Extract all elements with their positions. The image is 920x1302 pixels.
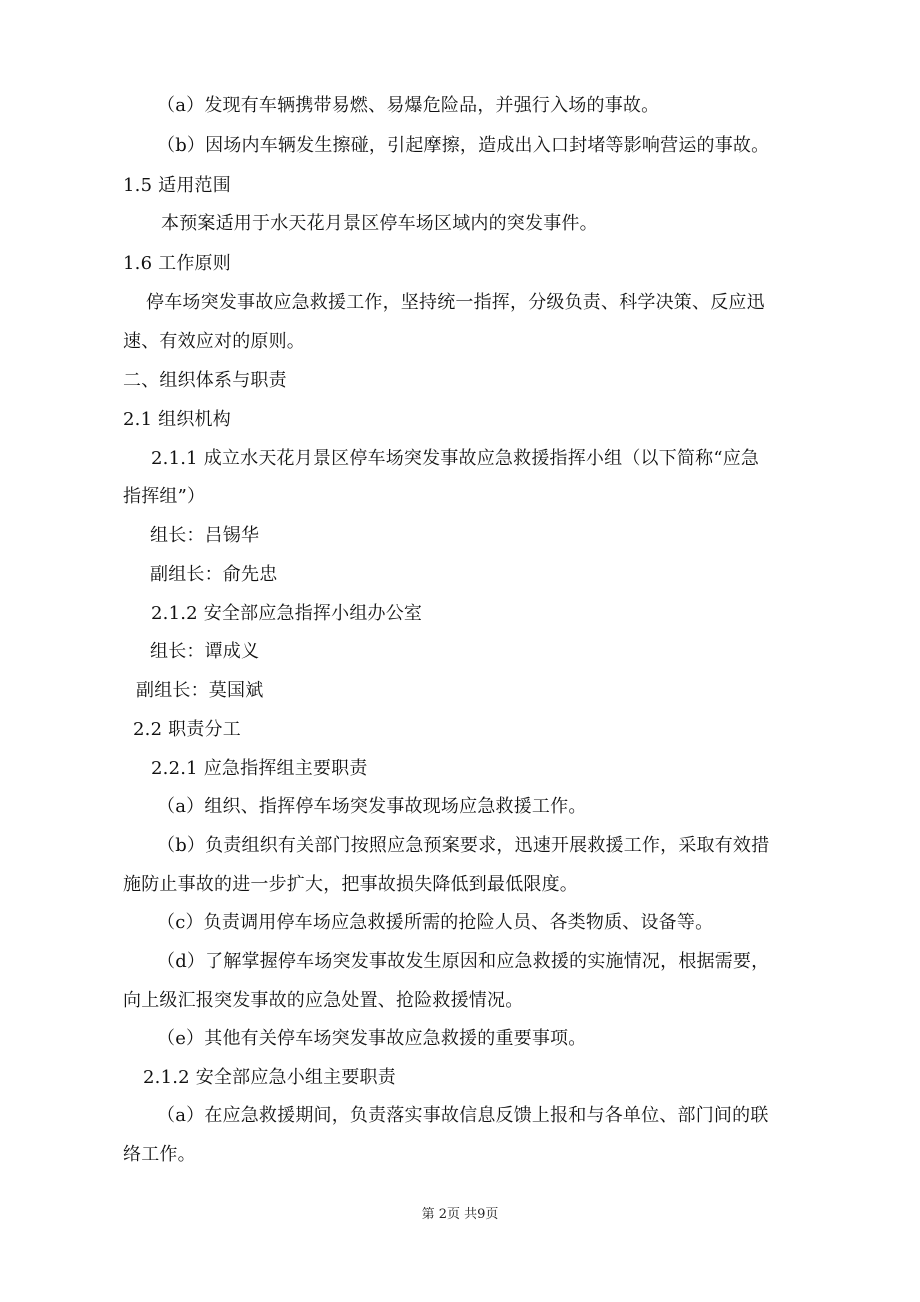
subsection-heading-2-1-2: 2.1.2 安全部应急指挥小组办公室 [151,603,423,624]
deputy-leader-line-1: 副组长：俞先忠 [150,564,278,585]
chapter-heading-2: 二、组织体系与职责 [123,370,287,391]
paragraph-line-principle-1: 停车场突发事故应急救援工作，坚持统一指挥，分级负责、科学决策、反应迅 [146,292,765,313]
duty-line-contact-1: （a）在应急救援期间，负责落实事故信息反馈上报和与各单位、部门间的联 [157,1105,769,1126]
section-heading-1-5: 1.5 适用范围 [123,175,231,196]
subsection-heading-2-1-2-duties: 2.1.2 安全部应急小组主要职责 [143,1067,396,1088]
deputy-leader-line-2: 副组长：莫国斌 [136,680,264,701]
paragraph-line-b-collision: （b）因场内车辆发生擦碰，引起摩擦，造成出入口封堵等影响营运的事故。 [157,135,770,156]
paragraph-line-a-hazard: （a）发现有车辆携带易燃、易爆危险品，并强行入场的事故。 [157,95,660,116]
duty-line-e: （e）其他有关停车场突发事故应急救援的重要事项。 [157,1028,587,1049]
subsection-heading-2-1-1-cont: 指挥组”） [123,486,206,507]
subsection-heading-2-2-1: 2.2.1 应急指挥组主要职责 [151,758,368,779]
duty-line-d-2: 向上级汇报突发事故的应急处置、抢险救援情况。 [123,990,524,1011]
paragraph-line-principle-2: 速、有效应对的原则。 [123,331,305,352]
duty-line-a: （a）组织、指挥停车场突发事故现场应急救援工作。 [157,796,587,817]
section-heading-2-1: 2.1 组织机构 [123,409,231,430]
duty-line-d-1: （d）了解掌握停车场突发事故发生原因和应急救援的实施情况，根据需要， [157,951,770,972]
paragraph-line-scope: 本预案适用于水天花月景区停车场区域内的突发事件。 [161,213,598,234]
section-heading-2-2: 2.2 职责分工 [133,719,241,740]
duty-line-contact-2: 络工作。 [123,1144,196,1165]
section-heading-1-6: 1.6 工作原则 [123,253,231,274]
page-number-footer: 第 2页 共9页 [421,1207,499,1222]
subsection-heading-2-1-1: 2.1.1 成立水天花月景区停车场突发事故应急救援指挥小组（以下简称“应急 [151,448,760,469]
duty-line-b-2: 施防止事故的进一步扩大，把事故损失降低到最低限度。 [123,874,578,895]
duty-line-b-1: （b）负责组织有关部门按照应急预案要求，迅速开展救援工作，采取有效措 [157,835,770,856]
leader-line-2: 组长：谭成义 [150,641,260,662]
duty-line-c: （c）负责调用停车场应急救援所需的抢险人员、各类物质、设备等。 [157,912,714,933]
leader-line-1: 组长：吕锡华 [150,525,260,546]
